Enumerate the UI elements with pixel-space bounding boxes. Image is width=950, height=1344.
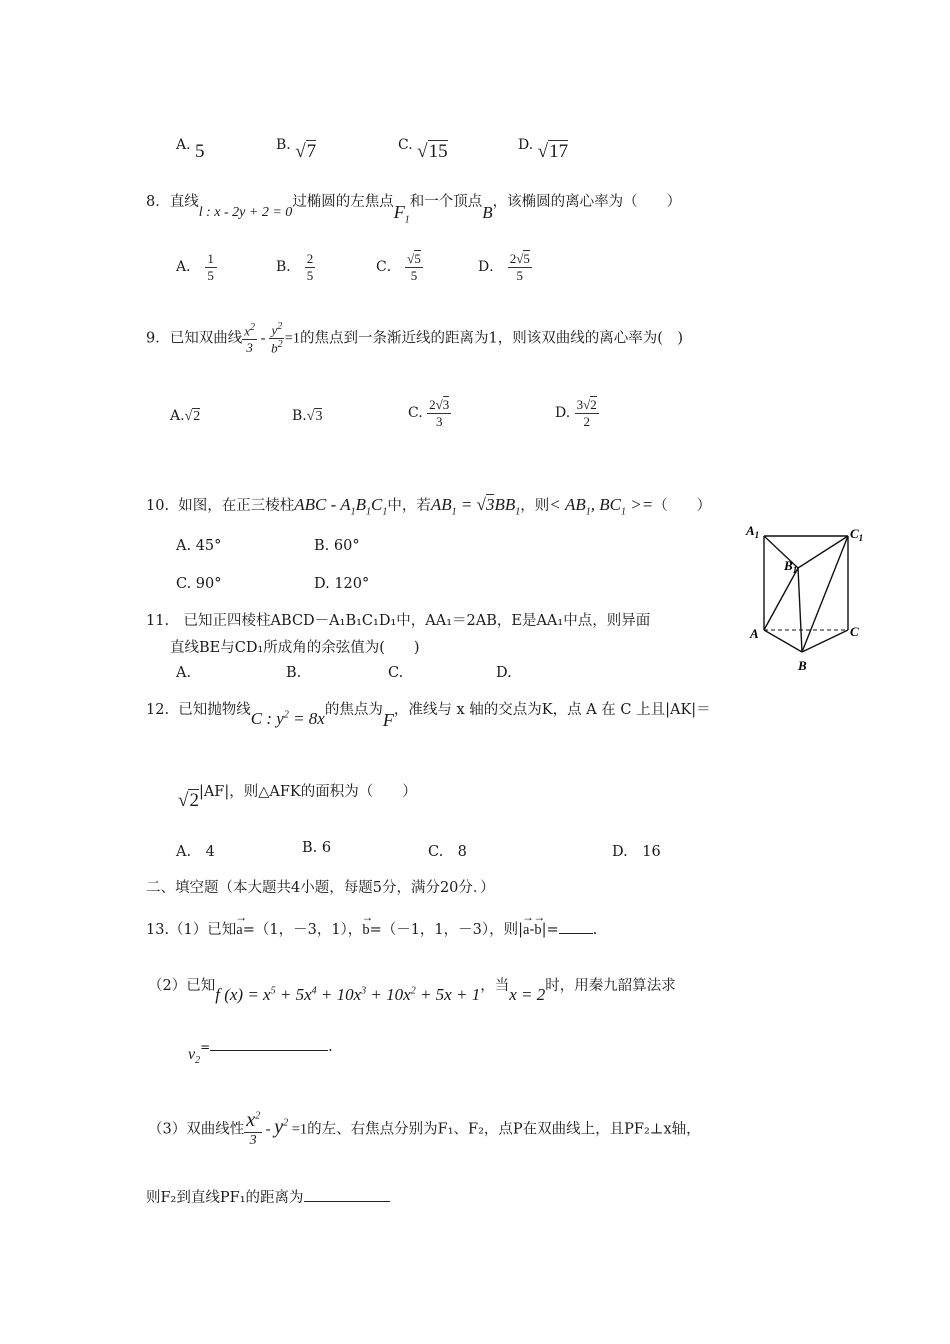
question-13-part3-line2: 则F₂到直线PF₁的距离为 xyxy=(146,1186,390,1207)
label-c: C xyxy=(850,624,859,639)
q9-option-d: D. $\frac{3√2}{2}$ xyxy=(555,397,597,429)
q7-option-c: C. √15 xyxy=(398,137,448,162)
vector-a: → a xyxy=(236,922,242,939)
q10-option-c: C. 90° xyxy=(176,576,222,592)
vector-b: → b xyxy=(362,922,369,939)
answer-blank-3[interactable] xyxy=(304,1201,390,1202)
question-11-line1: 11. 已知正四棱柱ABCD－A₁B₁C₁D₁中，AA₁＝2AB，E是AA₁中点，则异面 xyxy=(146,613,651,629)
q9-option-a: A.√2 xyxy=(170,408,201,424)
question-13-part2: （2）已知f $(x) = x^5 + 5x^4 + 10x^3 + 10x^2 + 5x + 1$，当x = 2时，用秦九韶算法求 xyxy=(148,978,676,1004)
answer-blank-1[interactable] xyxy=(559,933,593,934)
question-10: 10. 如图，在正三棱柱ABC - $A_1B_1C_1$中，若$AB_1 = √3BB_1$，则< $AB_1$, $BC_1$ >=（ ） xyxy=(146,495,712,518)
label-b1: $B_1$ xyxy=(784,558,798,575)
question-12-line2: √2|AF|，则△AFK的面积为（ ） xyxy=(178,784,417,811)
q7-option-b: B. √7 xyxy=(276,137,317,162)
q11-option-b: B. xyxy=(286,665,302,681)
q8-option-a: A． $\frac{1}{5}$ xyxy=(176,252,217,282)
question-13-part3: （3）双曲线性 $\frac{x^2}{3}$ - $y^2 =1$的左、右焦点分别为F₁、F₂，点P在双曲线上，且PF₂⊥x轴， xyxy=(148,1109,701,1148)
answer-blank-2[interactable] xyxy=(210,1050,328,1051)
q7-option-a: A. 5 xyxy=(176,137,205,162)
q10-option-d: D. 120° xyxy=(314,576,370,592)
label-a: A xyxy=(750,626,759,641)
q8-option-d: D． $\frac{2√5}{5}$ xyxy=(478,251,530,283)
q8-option-b: B． $\frac{2}{5}$ xyxy=(276,251,314,283)
q12-option-b: B. 6 xyxy=(302,840,332,856)
label-c1: $C_1$ xyxy=(850,526,864,543)
q10-option-a: A. 45° xyxy=(176,538,222,554)
q8-option-c: C． $\frac{√5}{5}$ xyxy=(376,251,421,283)
q11-option-d: D. xyxy=(496,665,512,681)
question-12: 12. 已知抛物线C : $y^2 = 8x$的焦点为F，准线与 x 轴的交点为K，点 A 在 C 上且|AK|＝ xyxy=(146,702,711,730)
q11-option-c: C. xyxy=(388,665,404,681)
question-8: 8．直线l : x - 2y + 2 = 0过椭圆的左焦点$F_1$和一个顶点B，该椭圆的离心率为（ ） xyxy=(146,194,682,226)
q12-option-d: D. 16 xyxy=(612,844,661,860)
q10-option-b: B. 60° xyxy=(314,538,360,554)
label-b: B xyxy=(798,658,807,673)
q9-option-b: B.√3 xyxy=(292,408,323,424)
question-13-part2-line2: $v_2=$ . xyxy=(188,1039,333,1067)
label-a1: $A_1$ xyxy=(746,523,760,540)
q12-option-c: C. 8 xyxy=(428,844,467,860)
q11-option-a: A. xyxy=(176,665,192,681)
q9-option-c: C. $\frac{2√3}{3}$ xyxy=(408,397,450,429)
section-2-heading: 二、填空题（本大题共4小题，每题5分，满分20分．） xyxy=(146,880,495,896)
prism-figure xyxy=(740,518,870,678)
question-9: 9．已知双曲线 $\frac{x^2}{3}$ - $\frac{y^2}{b^2}$ =1的焦点到一条渐近线的距离为1，则该双曲线的离心率为( ) xyxy=(146,321,684,356)
q7-option-d: D. √17 xyxy=(518,137,569,162)
question-13-part1: 13.（1）已知→ a=（1，－3，1），→ b=（－1，1，－3），则|→ a-→ b|= . xyxy=(146,918,597,939)
question-11-line2: 直线BE与CD₁所成角的余弦值为( ) xyxy=(170,640,420,656)
q12-option-a: A. 4 xyxy=(176,844,215,860)
